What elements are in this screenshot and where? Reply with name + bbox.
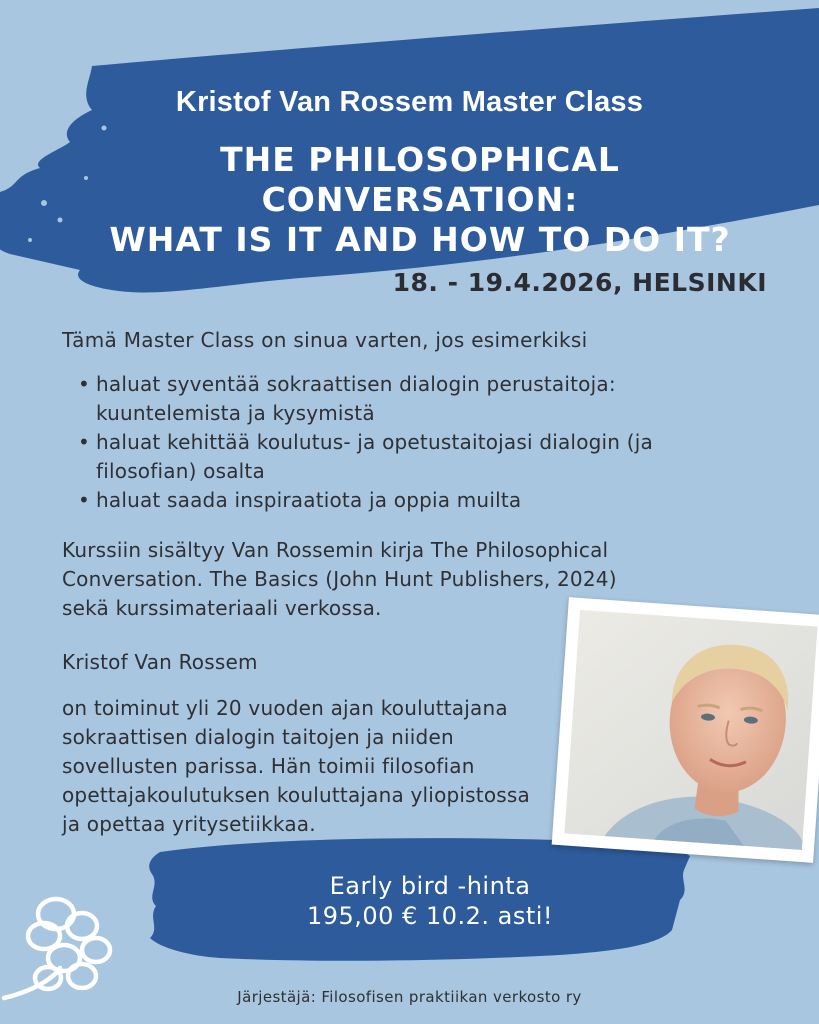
main-title-line-2: WHAT IS IT AND HOW TO DO IT? <box>109 220 731 259</box>
bio-line: ja opettaa yritysetiikkaa. <box>62 812 316 836</box>
benefit-list <box>76 370 726 515</box>
list-item <box>76 370 726 428</box>
date-location: 18. - 19.4.2026, HELSINKI <box>392 268 767 297</box>
bullet-dot-icon: • <box>78 372 90 396</box>
instructor-name: Kristof Van Rossem <box>62 650 258 674</box>
list-item-line: kuuntelemista ja kysymistä <box>96 401 375 425</box>
list-item <box>76 486 726 515</box>
instructor-portrait <box>564 610 817 850</box>
course-info-line: Kurssiin sisältyy Van Rossemin kirja The Philosophical <box>62 538 609 562</box>
list-item-line: haluat saada inspiraatiota ja oppia muilta <box>96 488 522 512</box>
bio-line: on toiminut yli 20 vuoden ajan kouluttajana <box>62 696 508 720</box>
list-item-line: filosofian) osalta <box>96 459 265 483</box>
intro-text: Tämä Master Class on sinua varten, jos esimerkiksi <box>62 328 588 352</box>
bio-line: sovellusten parissa. Hän toimii filosofian <box>62 754 475 778</box>
course-info-line: Conversation. The Basics (John Hunt Publishers, 2024) <box>62 567 617 591</box>
bio-line: opettajakoulutuksen kouluttajana yliopistossa <box>62 783 530 807</box>
main-title <box>60 140 780 260</box>
early-bird-label: Early bird -hinta <box>329 872 531 900</box>
list-item-line: haluat syventää sokraattisen dialogin perustaitoja: <box>96 372 616 396</box>
early-bird-price: 195,00 € 10.2. asti! <box>306 902 554 930</box>
bullet-dot-icon: • <box>78 430 90 454</box>
bullet-dot-icon: • <box>78 488 90 512</box>
main-title-line-1: THE PHILOSOPHICAL CONVERSATION: <box>220 140 620 219</box>
master-class-subtitle: Kristof Van Rossem Master Class <box>175 86 644 118</box>
list-item <box>76 428 726 486</box>
instructor-photo <box>552 597 819 863</box>
instructor-bio <box>62 694 562 839</box>
organizer-footer: Järjestäjä: Filosofisen praktiikan verkosto ry <box>237 988 582 1006</box>
course-info-line: sekä kurssimateriaali verkossa. <box>62 596 382 620</box>
bio-line: sokraattisen dialogin taitojen ja niiden <box>62 725 454 749</box>
list-item-line: haluat kehittää koulutus- ja opetustaitojasi dialogin (ja <box>96 430 653 454</box>
